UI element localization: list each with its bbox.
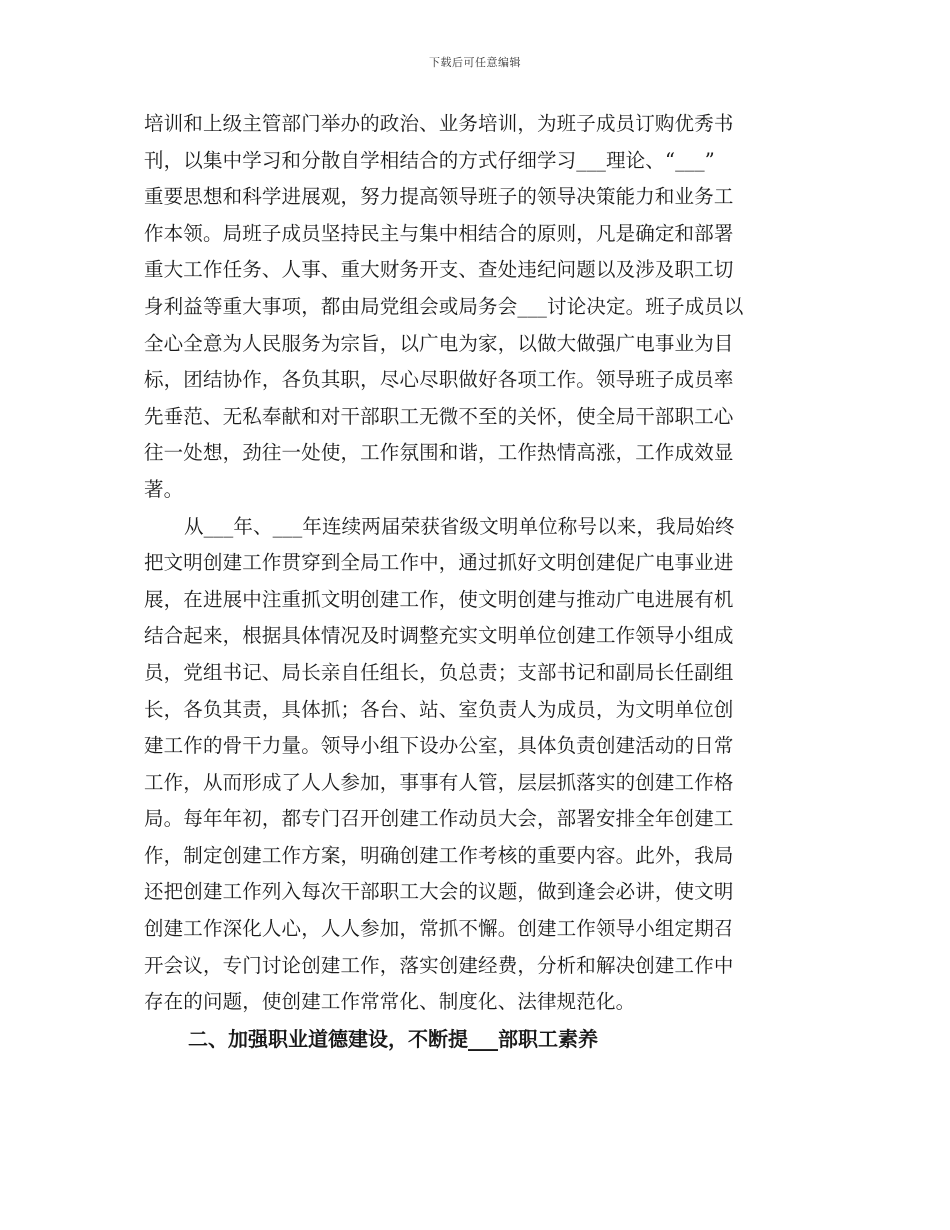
text-line: 标，团结协作，各负其职，尽心尽职做好各项工作。领导班子成员率 — [144, 368, 734, 392]
text-line: 创建工作深化人心，人人参加，常抓不懈。创建工作领导小组定期召 — [144, 917, 734, 941]
text-line: 著。 — [144, 477, 184, 501]
text-line: 往一处想，劲往一处使，工作氛围和谐，工作热情高涨，工作成效显 — [144, 441, 734, 465]
text-line: 展，在进展中注重抓文明创建工作，使文明创建与推动广电进展有机 — [144, 587, 734, 611]
text-line: 作本领。局班子成员坚持民主与集中相结合的原则，凡是确定和部署 — [144, 221, 734, 245]
text-line: 还把创建工作列入每次干部职工大会的议题，做到逢会必讲，使文明 — [144, 880, 734, 904]
paragraph — [144, 106, 810, 509]
text-line: 作，制定创建工作方案，明确创建工作考核的重要内容。此外，我局 — [144, 843, 734, 867]
text-line: 局。每年年初，都专门召开创建工作动员大会，部署安排全年创建工 — [144, 807, 734, 831]
text-line: 开会议，专门讨论创建工作，落实创建经费，分析和解决创建工作中 — [144, 953, 734, 977]
paragraph — [144, 509, 810, 1021]
text-line: 刊，以集中学习和分散自学相结合的方式仔细学习___理论、“___” — [144, 148, 715, 172]
text-line: 重大工作任务、人事、重大财务开支、查处违纪问题以及涉及职工切 — [144, 258, 734, 282]
text-line: 把文明创建工作贯穿到全局工作中，通过抓好文明创建促广电事业进 — [144, 551, 734, 575]
text-line: 存在的问题，使创建工作常常化、制度化、法律规范化。 — [144, 990, 636, 1014]
text-line: 全心全意为人民服务为宗旨，以广电为家，以做大做强广电事业为目 — [144, 331, 734, 355]
text-line: 重要思想和科学进展观，努力提高领导班子的领导决策能力和业务工 — [144, 185, 734, 209]
text-line: 建工作的骨干力量。领导小组下设办公室，具体负责创建活动的日常 — [144, 734, 734, 758]
section-heading: 二、加强职业道德建设，不断提___部职工素养 — [188, 1026, 598, 1051]
text-line: 结合起来，根据具体情况及时调整充实文明单位创建工作领导小组成 — [144, 624, 734, 648]
text-line: 培训和上级主管部门举办的政治、业务培训，为班子成员订购优秀书 — [144, 112, 734, 135]
text-line: 员，党组书记、局长亲自任组长，负总责；支部书记和副局长任副组 — [144, 660, 734, 684]
document-body — [144, 106, 810, 1058]
text-line: 先垂范、无私奉献和对干部职工无微不至的关怀，使全局干部职工心 — [144, 404, 734, 428]
text-line: 长，各负其责，具体抓；各台、站、室负责人为成员，为文明单位创 — [144, 697, 734, 721]
page-header: 下载后可任意编辑 — [429, 56, 521, 69]
text-line: 身利益等重大事项，都由局党组会或局务会___讨论决定。班子成员以 — [144, 294, 744, 318]
text-line: 从___年、___年连续两届荣获省级文明单位称号以来，我局始终 — [184, 514, 735, 538]
text-line: 工作，从而形成了人人参加，事事有人管，层层抓落实的创建工作格 — [144, 770, 734, 794]
